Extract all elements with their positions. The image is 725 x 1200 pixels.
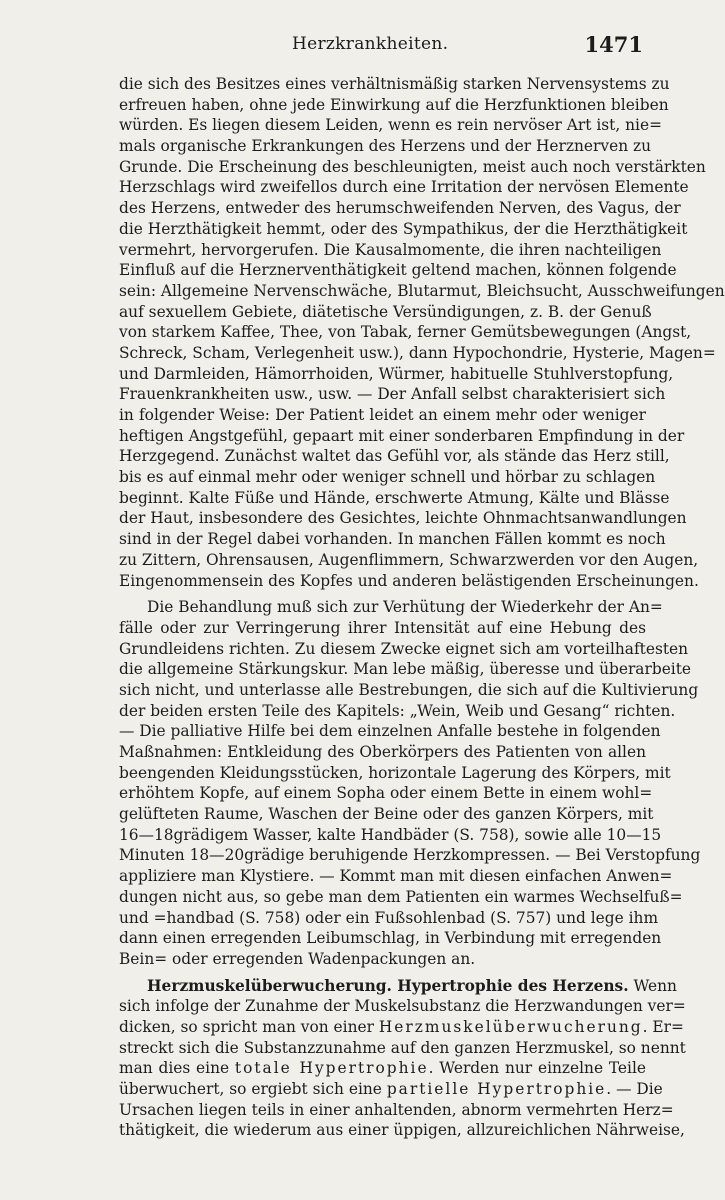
paragraph — [119, 976, 686, 1142]
text-segment: der beiden ersten Teile des Kapitels: „Wein, Weib und Gesang“ richten. — [119, 701, 676, 720]
text-line — [119, 659, 692, 680]
text-segment: erfreuen haben, ohne jede Einwirkung auf die Herzfunktionen bleiben — [119, 95, 669, 114]
paragraph — [119, 597, 701, 969]
text-line — [119, 1017, 684, 1038]
text-line — [119, 597, 663, 618]
text-segment: sich infolge der Zunahme der Muskelsubstanz die Herzwandungen ver= — [119, 997, 686, 1016]
text-segment: — Die palliative Hilfe bei dem einzelnen Anfalle bestehe in folgenden — [119, 722, 661, 741]
text-segment: Schreck, Scham, Verlegenheit usw.), dann Hypochondrie, Hysterie, Magen= — [119, 343, 716, 362]
text-line — [119, 742, 646, 763]
text-line — [119, 240, 662, 261]
text-segment: überwuchert, so ergiebt sich eine — [119, 1080, 387, 1098]
text-segment: fälle oder zur Verringerung ihrer Intensität auf eine Hebung des — [119, 618, 646, 637]
text-segment: . Er= — [642, 1017, 684, 1036]
text-segment: Grundleidens richten. Zu diesem Zwecke eignet sich am vorteilhaftesten — [119, 639, 689, 658]
text-segment: der Haut, insbesondere des Gesichtes, leichte Ohnmachtsanwandlungen — [119, 509, 687, 528]
text-segment: die sich des Besitzes eines verhältnismäßig starken Nervensystems zu — [119, 75, 670, 93]
text-segment: Wenn — [628, 976, 677, 995]
text-line — [119, 887, 683, 908]
body-text — [119, 74, 725, 1141]
text-segment: Eingenommensein des Kopfes und anderen belästigenden Erscheinungen. — [119, 571, 699, 590]
text-line — [119, 721, 661, 742]
text-segment: . Werden nur einzelne Teile — [428, 1059, 646, 1078]
running-title: Herzkrankheiten. — [292, 34, 449, 54]
text-line — [119, 825, 662, 846]
text-line — [119, 177, 689, 198]
text-line — [119, 198, 681, 219]
text-segment: und Darmleiden, Hämorrhoiden, Würmer, habituelle Stuhlverstopfung, — [119, 364, 674, 383]
emphasized-term: partielle Hypertrophie — [386, 1080, 607, 1098]
text-segment: und =handbad (S. 758) oder ein Fußsohlenbad (S. 757) und lege ihm — [119, 908, 659, 927]
page-header — [104, 34, 643, 60]
text-line — [119, 949, 646, 970]
text-segment: man dies eine — [119, 1059, 235, 1078]
text-segment: dicken, so spricht man von einer — [119, 1017, 379, 1036]
text-line — [119, 639, 689, 660]
text-line — [119, 136, 652, 157]
text-segment: streckt sich die Substanzzunahme auf den ganzen Herzmuskel, so nennt — [119, 1038, 686, 1057]
text-line — [119, 1120, 685, 1141]
text-line — [119, 1079, 663, 1100]
text-segment: Herzgegend. Zunächst waltet das Gefühl vor, als stände das Herz still, — [119, 447, 670, 466]
text-segment: die Herzthätigkeit hemmt, oder des Sympathikus, der die Herzthätigkeit — [119, 219, 688, 238]
text-segment: bis es auf einmal mehr oder weniger schnell und hörbar zu schlagen — [119, 468, 656, 487]
text-segment: Frauenkrankheiten usw., usw. — Der Anfall selbst charakterisiert sich — [119, 385, 666, 404]
text-line — [119, 508, 687, 529]
text-line — [119, 302, 652, 323]
text-line — [119, 322, 692, 343]
text-line — [119, 260, 677, 281]
text-segment: zu Zittern, Ohrensausen, Augenflimmern, Schwarzwerden vor den Augen, — [119, 550, 699, 569]
text-line — [119, 115, 662, 136]
text-line — [119, 1100, 674, 1121]
section-heading: Herzmuskelüberwucherung. Hypertrophie des Herzens. — [147, 976, 629, 995]
text-segment: vermehrt, hervorgerufen. Die Kausalmomente, die ihren nachteiligen — [119, 240, 662, 259]
text-segment: dann einen erregenden Leibumschlag, in Verbindung mit erregenden — [119, 929, 662, 948]
text-line — [119, 804, 654, 825]
text-segment: appliziere man Klystiere. — Kommt man mit diesen einfachen Anwen= — [119, 867, 673, 886]
text-line — [119, 571, 699, 592]
text-line — [119, 343, 716, 364]
text-line — [119, 928, 662, 949]
emphasized-term: totale Hypertrophie — [234, 1059, 429, 1078]
paragraph — [119, 74, 725, 591]
text-line — [119, 364, 674, 385]
text-segment: beginnt. Kalte Füße und Hände, erschwerte Atmung, Kälte und Blässe — [119, 488, 670, 507]
text-line — [119, 384, 666, 405]
text-line — [119, 550, 699, 571]
text-line — [119, 1038, 686, 1059]
emphasized-term: Herzmuskelüberwucherung — [378, 1017, 643, 1036]
text-line — [119, 908, 659, 929]
text-line — [119, 529, 666, 550]
text-segment: sein: Allgemeine Nervenschwäche, Blutarmut, Bleichsucht, Ausschweifungen — [119, 281, 725, 300]
text-segment: Ursachen liegen teils in einer anhaltenden, abnorm vermehrten Herz= — [119, 1100, 674, 1119]
text-line — [119, 845, 701, 866]
text-line — [119, 95, 669, 116]
text-segment: 16—18grädigem Wasser, kalte Handbäder (S. 758), sowie alle 10—15 — [119, 825, 662, 844]
text-line — [119, 281, 725, 302]
text-segment: Minuten 18—20grädige beruhigende Herzkompressen. — Bei Verstopfung — [119, 846, 701, 865]
text-segment: in folgender Weise: Der Patient leidet an einem mehr oder weniger — [119, 406, 646, 424]
text-line — [119, 467, 656, 488]
text-segment: dungen nicht aus, so gebe man dem Patienten ein warmes Wechselfuß= — [119, 887, 683, 906]
text-segment: würden. Es liegen diesem Leiden, wenn es rein nervöser Art ist, nie= — [119, 116, 662, 135]
text-segment: Die Behandlung muß sich zur Verhütung der Wiederkehr der An= — [147, 598, 663, 617]
text-segment: Bein= oder erregenden Wadenpackungen an. — [119, 949, 476, 968]
text-line — [119, 219, 688, 240]
text-segment: mals organische Erkrankungen des Herzens und der Herznerven zu — [119, 137, 652, 156]
text-line — [119, 488, 670, 509]
text-line — [119, 701, 676, 722]
text-segment: gelüfteten Raume, Waschen der Beine oder des ganzen Körpers, mit — [119, 805, 654, 824]
text-line — [119, 405, 646, 426]
text-line — [119, 446, 670, 467]
text-segment: auf sexuellem Gebiete, diätetische Versündigungen, z. B. der Genuß — [119, 302, 652, 321]
text-line — [119, 680, 699, 701]
text-segment: Maßnahmen: Entkleidung des Oberkörpers des Patienten von allen — [119, 743, 646, 761]
text-segment: thätigkeit, die wiederum aus einer üppigen, allzureichlichen Nährweise, — [119, 1121, 685, 1140]
page-number: 1471 — [584, 32, 643, 57]
text-line — [119, 618, 646, 639]
text-segment: Einfluß auf die Herznerventhätigkeit geltend machen, können folgende — [119, 261, 677, 280]
text-line — [119, 426, 685, 447]
text-segment: heftigen Angstgefühl, gepaart mit einer sonderbaren Empfindung in der — [119, 426, 685, 445]
text-segment: die allgemeine Stärkungskur. Man lebe mäßig, überesse und überarbeite — [119, 660, 692, 679]
text-segment: sind in der Regel dabei vorhanden. In manchen Fällen kommt es noch — [119, 530, 666, 549]
text-line — [119, 1058, 646, 1079]
text-line — [119, 763, 671, 784]
text-line — [119, 157, 706, 178]
text-segment: Herzschlags wird zweifellos durch eine Irritation der nervösen Elemente — [119, 178, 689, 197]
text-line — [119, 976, 677, 997]
text-segment: erhöhtem Kopfe, auf einem Sopha oder einem Bette in einem wohl= — [119, 784, 653, 803]
text-line — [119, 783, 653, 804]
text-segment: Grunde. Die Erscheinung des beschleunigten, meist auch noch verstärkten — [119, 157, 706, 176]
text-line — [119, 996, 686, 1017]
text-segment: des Herzens, entweder des herumschweifenden Nerven, des Vagus, der — [119, 199, 681, 218]
text-segment: von starkem Kaffee, Thee, von Tabak, ferner Gemütsbewegungen (Angst, — [119, 323, 692, 342]
text-segment: beengenden Kleidungsstücken, horizontale Lagerung des Körpers, mit — [119, 763, 671, 782]
text-segment: sich nicht, und unterlasse alle Bestrebungen, die sich auf die Kultivierung — [119, 680, 699, 699]
text-segment: . — Die — [606, 1080, 663, 1098]
text-line — [119, 74, 670, 95]
text-line — [119, 866, 673, 887]
